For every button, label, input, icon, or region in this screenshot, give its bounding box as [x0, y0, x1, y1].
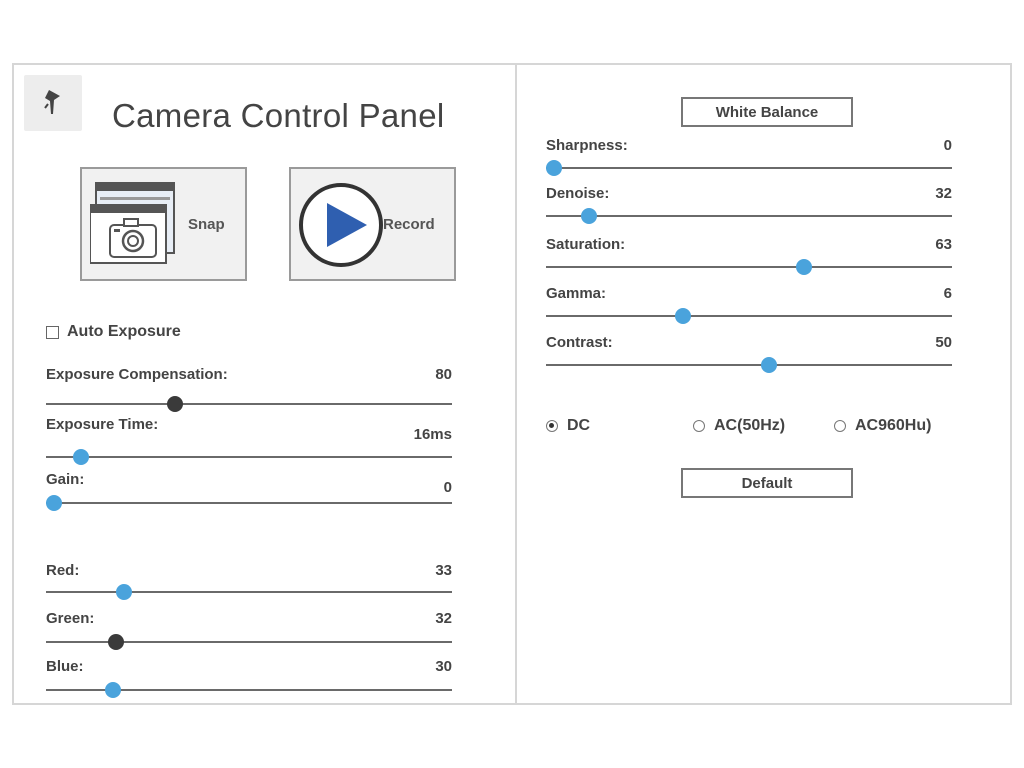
blue-slider-thumb[interactable] [105, 682, 121, 698]
white-balance-button[interactable] [681, 97, 853, 127]
denoise-slider[interactable] [546, 215, 952, 217]
play-circle-icon [297, 181, 385, 269]
sharpness-value: 0 [943, 137, 952, 154]
denoise-slider-thumb[interactable] [581, 208, 597, 224]
exposure-time-slider[interactable] [46, 456, 452, 458]
sharpness-slider-thumb[interactable] [546, 160, 562, 176]
sharpness-label: Sharpness: [546, 137, 628, 154]
saturation-label: Saturation: [546, 236, 626, 253]
saturation-slider-thumb[interactable] [796, 259, 812, 275]
radio-ac50-label: AC(50Hz) [714, 417, 786, 434]
contrast-value: 50 [935, 334, 952, 351]
blue-label: Blue: [46, 658, 84, 675]
record-label: Record [383, 216, 435, 233]
red-value: 33 [435, 562, 452, 579]
denoise-label: Denoise: [546, 185, 610, 202]
record-button[interactable] [289, 167, 456, 281]
blue-value: 30 [435, 658, 452, 675]
gain-value: 0 [443, 479, 452, 496]
gain-slider-thumb[interactable] [46, 495, 62, 511]
auto-exposure-checkbox[interactable] [46, 323, 181, 341]
checkbox-box[interactable] [46, 326, 59, 339]
camera-control-panel [12, 63, 1012, 705]
saturation-value: 63 [935, 236, 952, 253]
denoise-value: 32 [935, 185, 952, 202]
saturation-slider[interactable] [546, 266, 952, 268]
red-slider-thumb[interactable] [116, 584, 132, 600]
green-label: Green: [46, 610, 95, 627]
gamma-slider[interactable] [546, 315, 952, 317]
gain-label: Gain: [46, 471, 85, 488]
exposure-time-slider-thumb[interactable] [73, 449, 89, 465]
contrast-slider-thumb[interactable] [761, 357, 777, 373]
snap-label: Snap [188, 216, 225, 233]
exposure-time-value: 16ms [413, 426, 452, 443]
green-slider-thumb[interactable] [108, 634, 124, 650]
green-value: 32 [435, 610, 452, 627]
white-balance-label: White Balance [715, 103, 819, 121]
camera-window-icon [90, 181, 178, 265]
panel-divider [515, 65, 517, 703]
red-slider[interactable] [46, 591, 452, 593]
radio-ac50[interactable] [693, 417, 785, 435]
radio-ac60-label: AC960Hu) [855, 417, 932, 434]
radio-dot-ac60[interactable] [834, 420, 846, 432]
exposure-compensation-value: 80 [435, 366, 452, 383]
auto-exposure-label: Auto Exposure [67, 323, 181, 340]
radio-dot-ac50[interactable] [693, 420, 705, 432]
exposure-compensation-slider-thumb[interactable] [167, 396, 183, 412]
gamma-value: 6 [943, 285, 952, 302]
sharpness-slider[interactable] [546, 167, 952, 169]
exposure-compensation-slider[interactable] [46, 403, 452, 405]
radio-dc[interactable] [546, 417, 590, 435]
gamma-slider-thumb[interactable] [675, 308, 691, 324]
pin-icon[interactable] [24, 75, 82, 131]
panel-title: Camera Control Panel [112, 97, 445, 134]
red-label: Red: [46, 562, 80, 579]
radio-dot-dc[interactable] [546, 420, 558, 432]
gain-slider[interactable] [46, 502, 452, 504]
default-button[interactable] [681, 468, 853, 498]
radio-dc-label: DC [567, 417, 591, 434]
snap-button[interactable] [80, 167, 247, 281]
green-slider[interactable] [46, 641, 452, 643]
default-label: Default [741, 474, 793, 492]
exposure-compensation-label: Exposure Compensation: [46, 366, 228, 383]
radio-ac60[interactable] [834, 417, 931, 435]
contrast-label: Contrast: [546, 334, 613, 351]
exposure-time-label: Exposure Time: [46, 416, 159, 433]
contrast-slider[interactable] [546, 364, 952, 366]
gamma-label: Gamma: [546, 285, 607, 302]
